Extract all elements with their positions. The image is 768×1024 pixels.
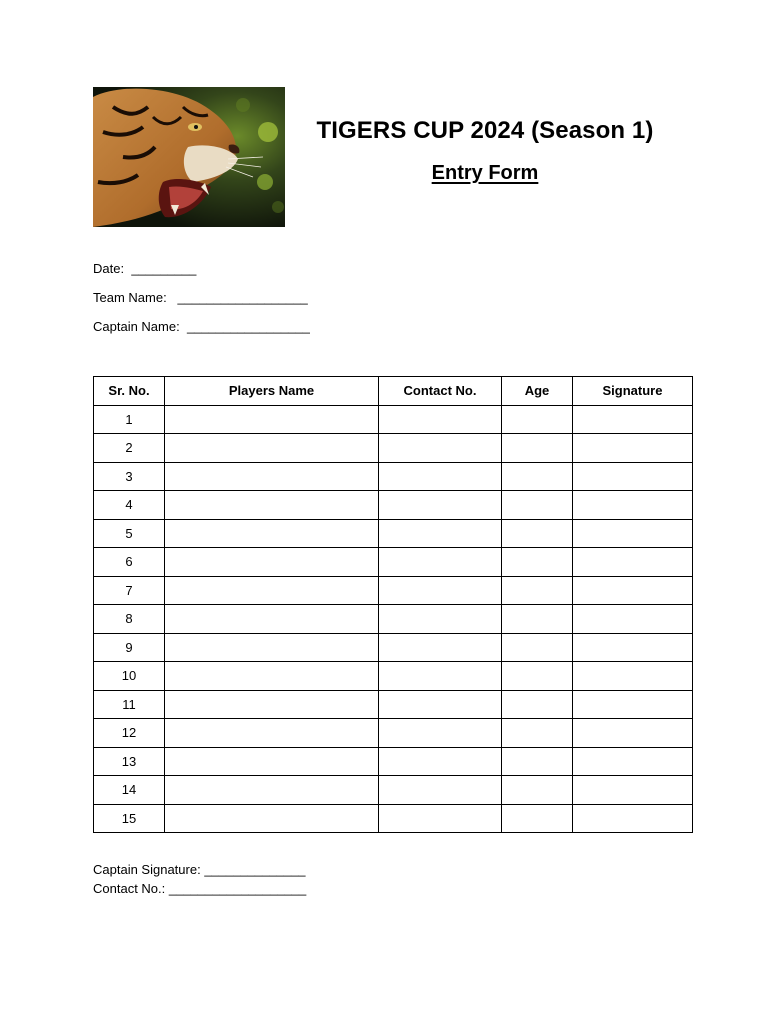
- header-age: Age: [502, 377, 573, 406]
- cell-contact-no[interactable]: [379, 776, 502, 805]
- cell-contact-no[interactable]: [379, 434, 502, 463]
- cell-age[interactable]: [502, 633, 573, 662]
- cell-sr-no: 12: [94, 719, 165, 748]
- cell-age[interactable]: [502, 776, 573, 805]
- header-players-name: Players Name: [165, 377, 379, 406]
- cell-age[interactable]: [502, 719, 573, 748]
- captain-signature-label: Captain Signature:: [93, 862, 201, 877]
- team-name-blank-line[interactable]: __________________: [177, 290, 308, 305]
- cell-players-name[interactable]: [165, 576, 379, 605]
- contact-no-field: [93, 881, 306, 896]
- cell-signature[interactable]: [573, 576, 693, 605]
- cell-contact-no[interactable]: [379, 690, 502, 719]
- cell-signature[interactable]: [573, 434, 693, 463]
- cell-sr-no: 7: [94, 576, 165, 605]
- cell-contact-no[interactable]: [379, 662, 502, 691]
- captain-name-blank-line[interactable]: _________________: [186, 319, 310, 334]
- page-title: TIGERS CUP 2024 (Season 1): [316, 117, 654, 144]
- cell-players-name[interactable]: [165, 633, 379, 662]
- cell-players-name[interactable]: [165, 519, 379, 548]
- contact-no-label: Contact No.:: [93, 881, 166, 896]
- captain-name-field: [93, 319, 310, 334]
- team-name-field: [93, 290, 308, 305]
- cell-age[interactable]: [502, 462, 573, 491]
- cell-sr-no: 15: [94, 804, 165, 833]
- captain-signature-field: [93, 862, 306, 877]
- cell-age[interactable]: [502, 747, 573, 776]
- cell-sr-no: 5: [94, 519, 165, 548]
- cell-sr-no: 1: [94, 405, 165, 434]
- table-row: [94, 633, 693, 662]
- header-signature: Signature: [573, 377, 693, 406]
- table-row: [94, 605, 693, 634]
- header-sr-no: Sr. No.: [94, 377, 165, 406]
- cell-contact-no[interactable]: [379, 519, 502, 548]
- cell-sr-no: 14: [94, 776, 165, 805]
- cell-age[interactable]: [502, 605, 573, 634]
- contact-no-blank-line[interactable]: ___________________: [168, 881, 307, 896]
- table-row: [94, 405, 693, 434]
- date-label: Date:: [93, 261, 125, 276]
- cell-age[interactable]: [502, 548, 573, 577]
- table-row: [94, 804, 693, 833]
- table-row: [94, 548, 693, 577]
- table-body: [94, 405, 693, 833]
- cell-players-name[interactable]: [165, 548, 379, 577]
- cell-contact-no[interactable]: [379, 804, 502, 833]
- cell-players-name[interactable]: [165, 719, 379, 748]
- cell-sr-no: 3: [94, 462, 165, 491]
- cell-signature[interactable]: [573, 548, 693, 577]
- table-header-row: [94, 377, 693, 406]
- date-blank-line[interactable]: _________: [131, 261, 197, 276]
- table-row: [94, 576, 693, 605]
- tiger-illustration-icon: [93, 87, 285, 227]
- cell-age[interactable]: [502, 690, 573, 719]
- cell-sr-no: 8: [94, 605, 165, 634]
- cell-age[interactable]: [502, 519, 573, 548]
- table-row: [94, 491, 693, 520]
- captain-name-label: Captain Name:: [93, 319, 180, 334]
- table-row: [94, 747, 693, 776]
- cell-players-name[interactable]: [165, 776, 379, 805]
- cell-signature[interactable]: [573, 662, 693, 691]
- cell-sr-no: 9: [94, 633, 165, 662]
- team-name-label: Team Name:: [93, 290, 167, 305]
- subtitle-text: Entry Form: [431, 162, 539, 184]
- cell-signature[interactable]: [573, 804, 693, 833]
- cell-contact-no[interactable]: [379, 747, 502, 776]
- cell-players-name[interactable]: [165, 405, 379, 434]
- cell-contact-no[interactable]: [379, 462, 502, 491]
- cell-signature[interactable]: [573, 519, 693, 548]
- cell-contact-no[interactable]: [379, 633, 502, 662]
- cell-players-name[interactable]: [165, 662, 379, 691]
- cell-players-name[interactable]: [165, 491, 379, 520]
- cell-contact-no[interactable]: [379, 491, 502, 520]
- table-row: [94, 434, 693, 463]
- table-row: [94, 662, 693, 691]
- cell-players-name[interactable]: [165, 462, 379, 491]
- cell-players-name[interactable]: [165, 804, 379, 833]
- cell-players-name[interactable]: [165, 605, 379, 634]
- player-entry-table: [93, 376, 693, 833]
- cell-signature[interactable]: [573, 719, 693, 748]
- cell-signature[interactable]: [573, 462, 693, 491]
- cell-age[interactable]: [502, 405, 573, 434]
- cell-sr-no: 13: [94, 747, 165, 776]
- cell-sr-no: 10: [94, 662, 165, 691]
- cell-sr-no: 2: [94, 434, 165, 463]
- cell-contact-no[interactable]: [379, 405, 502, 434]
- cell-signature[interactable]: [573, 776, 693, 805]
- table-row: [94, 690, 693, 719]
- header-contact-no: Contact No.: [379, 377, 502, 406]
- cell-signature[interactable]: [573, 747, 693, 776]
- cell-age[interactable]: [502, 662, 573, 691]
- cell-age[interactable]: [502, 576, 573, 605]
- cell-signature[interactable]: [573, 690, 693, 719]
- table-row: [94, 776, 693, 805]
- cell-players-name[interactable]: [165, 747, 379, 776]
- cell-age[interactable]: [502, 804, 573, 833]
- cell-contact-no[interactable]: [379, 576, 502, 605]
- table-row: [94, 519, 693, 548]
- cell-players-name[interactable]: [165, 690, 379, 719]
- cell-contact-no[interactable]: [379, 605, 502, 634]
- date-field: [93, 261, 196, 276]
- tiger-photo: [93, 87, 285, 227]
- cell-signature[interactable]: [573, 605, 693, 634]
- cell-sr-no: 11: [94, 690, 165, 719]
- cell-signature[interactable]: [573, 491, 693, 520]
- cell-contact-no[interactable]: [379, 548, 502, 577]
- page-subtitle: [300, 162, 670, 185]
- captain-signature-blank-line[interactable]: ______________: [204, 862, 306, 877]
- cell-players-name[interactable]: [165, 434, 379, 463]
- cell-signature[interactable]: [573, 405, 693, 434]
- table-row: [94, 462, 693, 491]
- cell-sr-no: 4: [94, 491, 165, 520]
- table-row: [94, 719, 693, 748]
- cell-contact-no[interactable]: [379, 719, 502, 748]
- cell-sr-no: 6: [94, 548, 165, 577]
- cell-age[interactable]: [502, 434, 573, 463]
- cell-age[interactable]: [502, 491, 573, 520]
- cell-signature[interactable]: [573, 633, 693, 662]
